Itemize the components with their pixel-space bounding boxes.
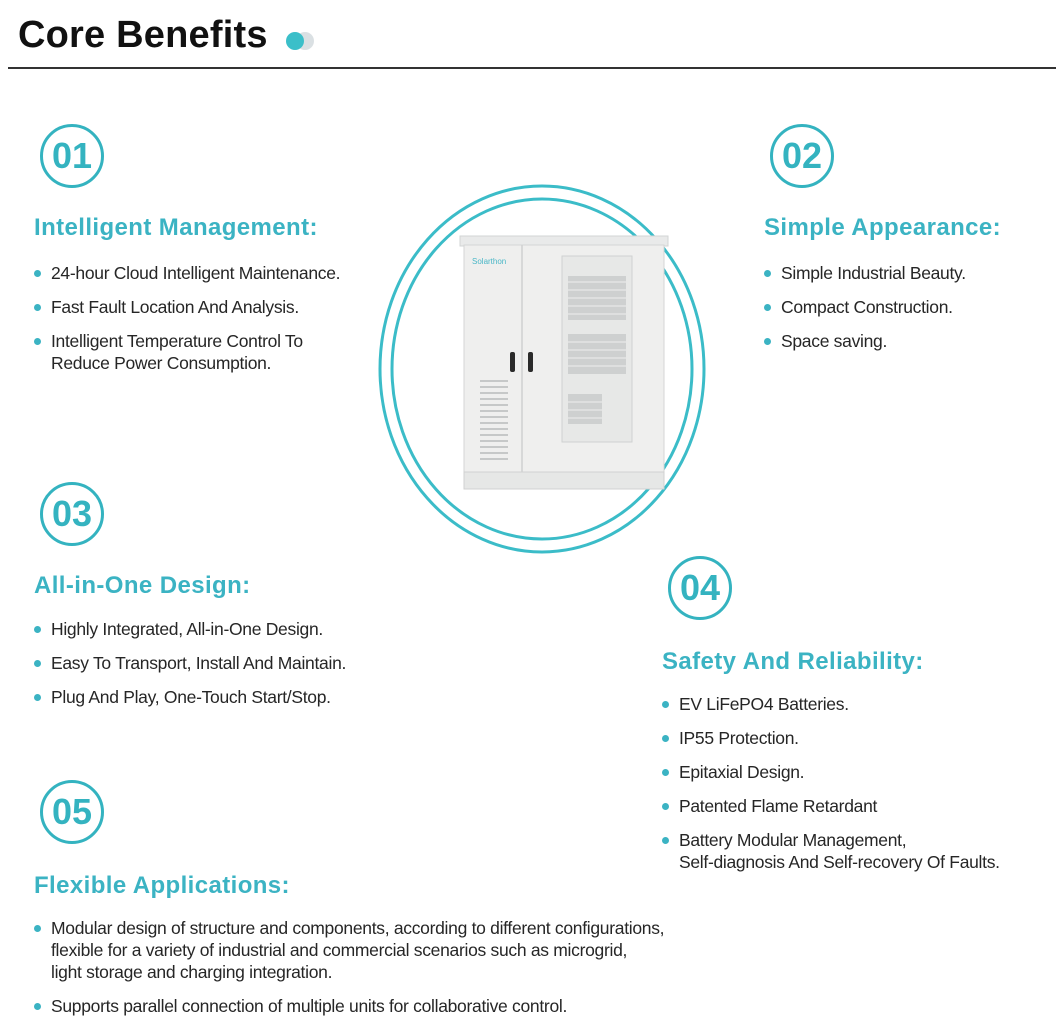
bullet-item: Battery Modular Management, Self-diagnosis And Self-recovery Of Faults. [662,829,1052,873]
section-title: All-in-One Design: [34,572,251,599]
section-title: Intelligent Management: [34,214,318,241]
section-number-badge: 03 [40,482,104,546]
section-number-badge: 01 [40,124,104,188]
bullet-item: Patented Flame Retardant [662,795,1052,817]
bullet-item: Intelligent Temperature Control To Reduce Power Consumption. [34,330,394,374]
bullet-list [662,693,1052,885]
section-title: Safety And Reliability: [662,648,924,675]
bullet-item: Highly Integrated, All-in-One Design. [34,618,434,640]
bullet-list [764,262,1044,364]
svg-text:Solarthon: Solarthon [472,257,507,266]
bullet-item: Easy To Transport, Install And Maintain. [34,652,434,674]
bullet-item: Supports parallel connection of multiple units for collaborative control. [34,995,754,1017]
page-header [18,14,320,57]
section-number-badge: 04 [668,556,732,620]
bullet-list [34,262,394,386]
bullet-item: Fast Fault Location And Analysis. [34,296,394,318]
header-divider [8,67,1056,69]
bullet-list [34,917,754,1029]
decorative-dots-icon [286,30,320,52]
bullet-item: Space saving. [764,330,1044,352]
bullet-item: Plug And Play, One-Touch Start/Stop. [34,686,434,708]
bullet-item: Simple Industrial Beauty. [764,262,1044,284]
section-title: Flexible Applications: [34,872,290,899]
bullet-item: Modular design of structure and components, according to different configurations, flexible for a variety of industrial and commercial scenarios such as microgrid, light storage and charging integration. [34,917,754,983]
page-title: Core Benefits [18,14,268,56]
section-title: Simple Appearance: [764,214,1002,241]
section-number-badge: 02 [770,124,834,188]
energy-storage-cabinet-icon [378,184,706,554]
section-number-badge: 05 [40,780,104,844]
bullet-list [34,618,434,720]
bullet-item: 24-hour Cloud Intelligent Maintenance. [34,262,394,284]
product-image [378,184,706,554]
bullet-item: Compact Construction. [764,296,1044,318]
bullet-item: IP55 Protection. [662,727,1052,749]
bullet-item: Epitaxial Design. [662,761,1052,783]
bullet-item: EV LiFePO4 Batteries. [662,693,1052,715]
